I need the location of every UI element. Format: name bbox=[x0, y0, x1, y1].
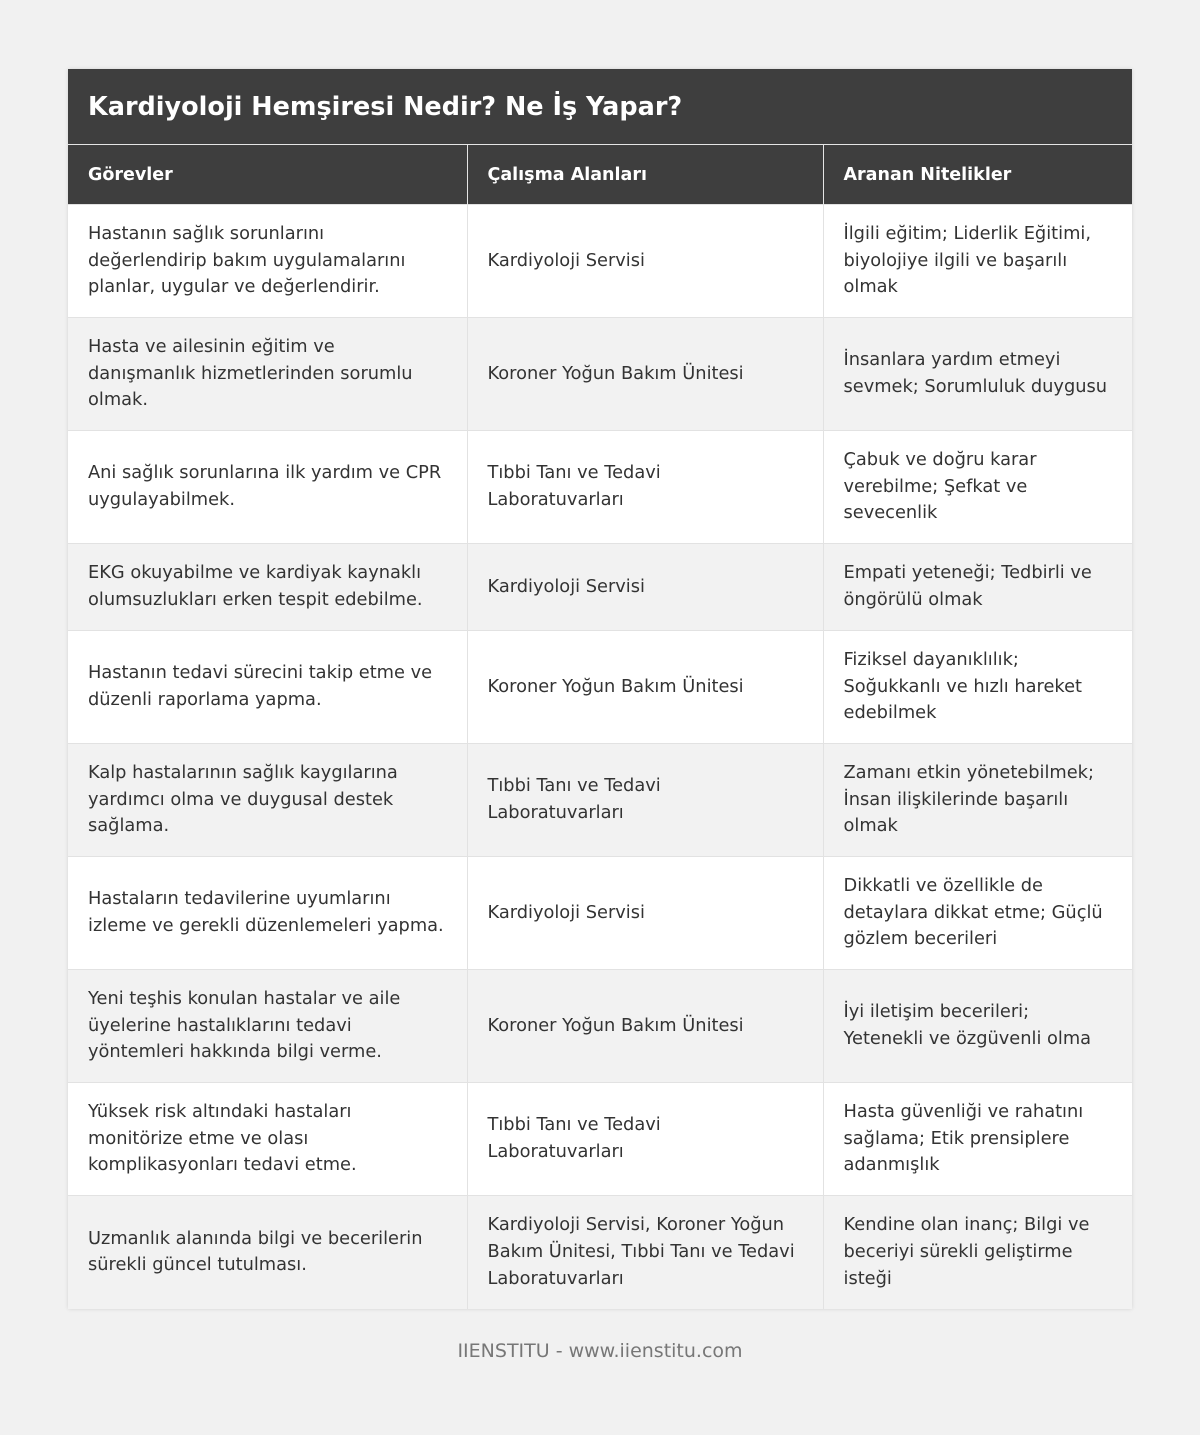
cell-work-area: Kardiyoloji Servisi bbox=[467, 857, 823, 970]
cell-work-area: Tıbbi Tanı ve Tedavi Laboratuvarları bbox=[467, 1083, 823, 1196]
cell-qualification: Empati yeteneği; Tedbirli ve öngörülü olmak bbox=[823, 544, 1132, 631]
cell-work-area: Koroner Yoğun Bakım Ünitesi bbox=[467, 631, 823, 744]
table-row bbox=[68, 205, 1132, 318]
cell-duty: Yeni teşhis konulan hastalar ve aile üyelerine hastalıklarını tedavi yöntemleri hakkında bilgi verme. bbox=[68, 970, 467, 1083]
cell-qualification: Çabuk ve doğru karar verebilme; Şefkat ve sevecenlik bbox=[823, 431, 1132, 544]
cell-duty: Hasta ve ailesinin eğitim ve danışmanlık hizmetlerinden sorumlu olmak. bbox=[68, 318, 467, 431]
cell-work-area: Koroner Yoğun Bakım Ünitesi bbox=[467, 318, 823, 431]
cell-work-area: Tıbbi Tanı ve Tedavi Laboratuvarları bbox=[467, 431, 823, 544]
cell-qualification: İyi iletişim becerileri; Yetenekli ve özgüvenli olma bbox=[823, 970, 1132, 1083]
cell-work-area: Kardiyoloji Servisi, Koroner Yoğun Bakım Ünitesi, Tıbbi Tanı ve Tedavi Laboratuvarları bbox=[467, 1196, 823, 1309]
cell-duty: Uzmanlık alanında bilgi ve becerilerin sürekli güncel tutulması. bbox=[68, 1196, 467, 1309]
cell-qualification: Hasta güvenliği ve rahatını sağlama; Etik prensiplere adanmışlık bbox=[823, 1083, 1132, 1196]
cell-qualification: Zamanı etkin yönetebilmek; İnsan ilişkilerinde başarılı olmak bbox=[823, 744, 1132, 857]
table-header-row bbox=[68, 145, 1132, 205]
table-row bbox=[68, 544, 1132, 631]
table-row bbox=[68, 970, 1132, 1083]
table-row bbox=[68, 431, 1132, 544]
cell-duty: Kalp hastalarının sağlık kaygılarına yardımcı olma ve duygusal destek sağlama. bbox=[68, 744, 467, 857]
cell-qualification: İnsanlara yardım etmeyi sevmek; Sorumluluk duygusu bbox=[823, 318, 1132, 431]
cell-duty: Hastaların tedavilerine uyumlarını izleme ve gerekli düzenlemeleri yapma. bbox=[68, 857, 467, 970]
table-row bbox=[68, 857, 1132, 970]
table-row bbox=[68, 318, 1132, 431]
cell-work-area: Kardiyoloji Servisi bbox=[467, 544, 823, 631]
table-card bbox=[68, 69, 1132, 1309]
table-row bbox=[68, 631, 1132, 744]
cell-work-area: Tıbbi Tanı ve Tedavi Laboratuvarları bbox=[467, 744, 823, 857]
cell-qualification: Fiziksel dayanıklılık; Soğukkanlı ve hızlı hareket edebilmek bbox=[823, 631, 1132, 744]
cell-qualification: İlgili eğitim; Liderlik Eğitimi, biyolojiye ilgili ve başarılı olmak bbox=[823, 205, 1132, 318]
cell-work-area: Kardiyoloji Servisi bbox=[467, 205, 823, 318]
footer-credit: IIENSTITU - www.iienstitu.com bbox=[457, 1340, 743, 1362]
column-header-work-areas: Çalışma Alanları bbox=[467, 145, 823, 205]
title-bar bbox=[68, 69, 1132, 144]
cell-duty: Yüksek risk altındaki hastaları monitörize etme ve olası komplikasyonları tedavi etme. bbox=[68, 1083, 467, 1196]
cell-duty: EKG okuyabilme ve kardiyak kaynaklı olumsuzlukları erken tespit edebilme. bbox=[68, 544, 467, 631]
table-row bbox=[68, 1083, 1132, 1196]
page-title: Kardiyoloji Hemşiresi Nedir? Ne İş Yapar? bbox=[88, 91, 683, 122]
cell-work-area: Koroner Yoğun Bakım Ünitesi bbox=[467, 970, 823, 1083]
cell-duty: Hastanın sağlık sorunlarını değerlendirip bakım uygulamalarını planlar, uygular ve değerlendirir. bbox=[68, 205, 467, 318]
column-header-qualifications: Aranan Nitelikler bbox=[823, 145, 1132, 205]
cell-qualification: Dikkatli ve özellikle de detaylara dikkat etme; Güçlü gözlem becerileri bbox=[823, 857, 1132, 970]
table-row bbox=[68, 1196, 1132, 1309]
cell-duty: Ani sağlık sorunlarına ilk yardım ve CPR uygulayabilmek. bbox=[68, 431, 467, 544]
cell-duty: Hastanın tedavi sürecini takip etme ve düzenli raporlama yapma. bbox=[68, 631, 467, 744]
table-row bbox=[68, 744, 1132, 857]
cell-qualification: Kendine olan inanç; Bilgi ve beceriyi sürekli geliştirme isteği bbox=[823, 1196, 1132, 1309]
duties-table bbox=[68, 144, 1132, 1309]
column-header-duties: Görevler bbox=[68, 145, 467, 205]
